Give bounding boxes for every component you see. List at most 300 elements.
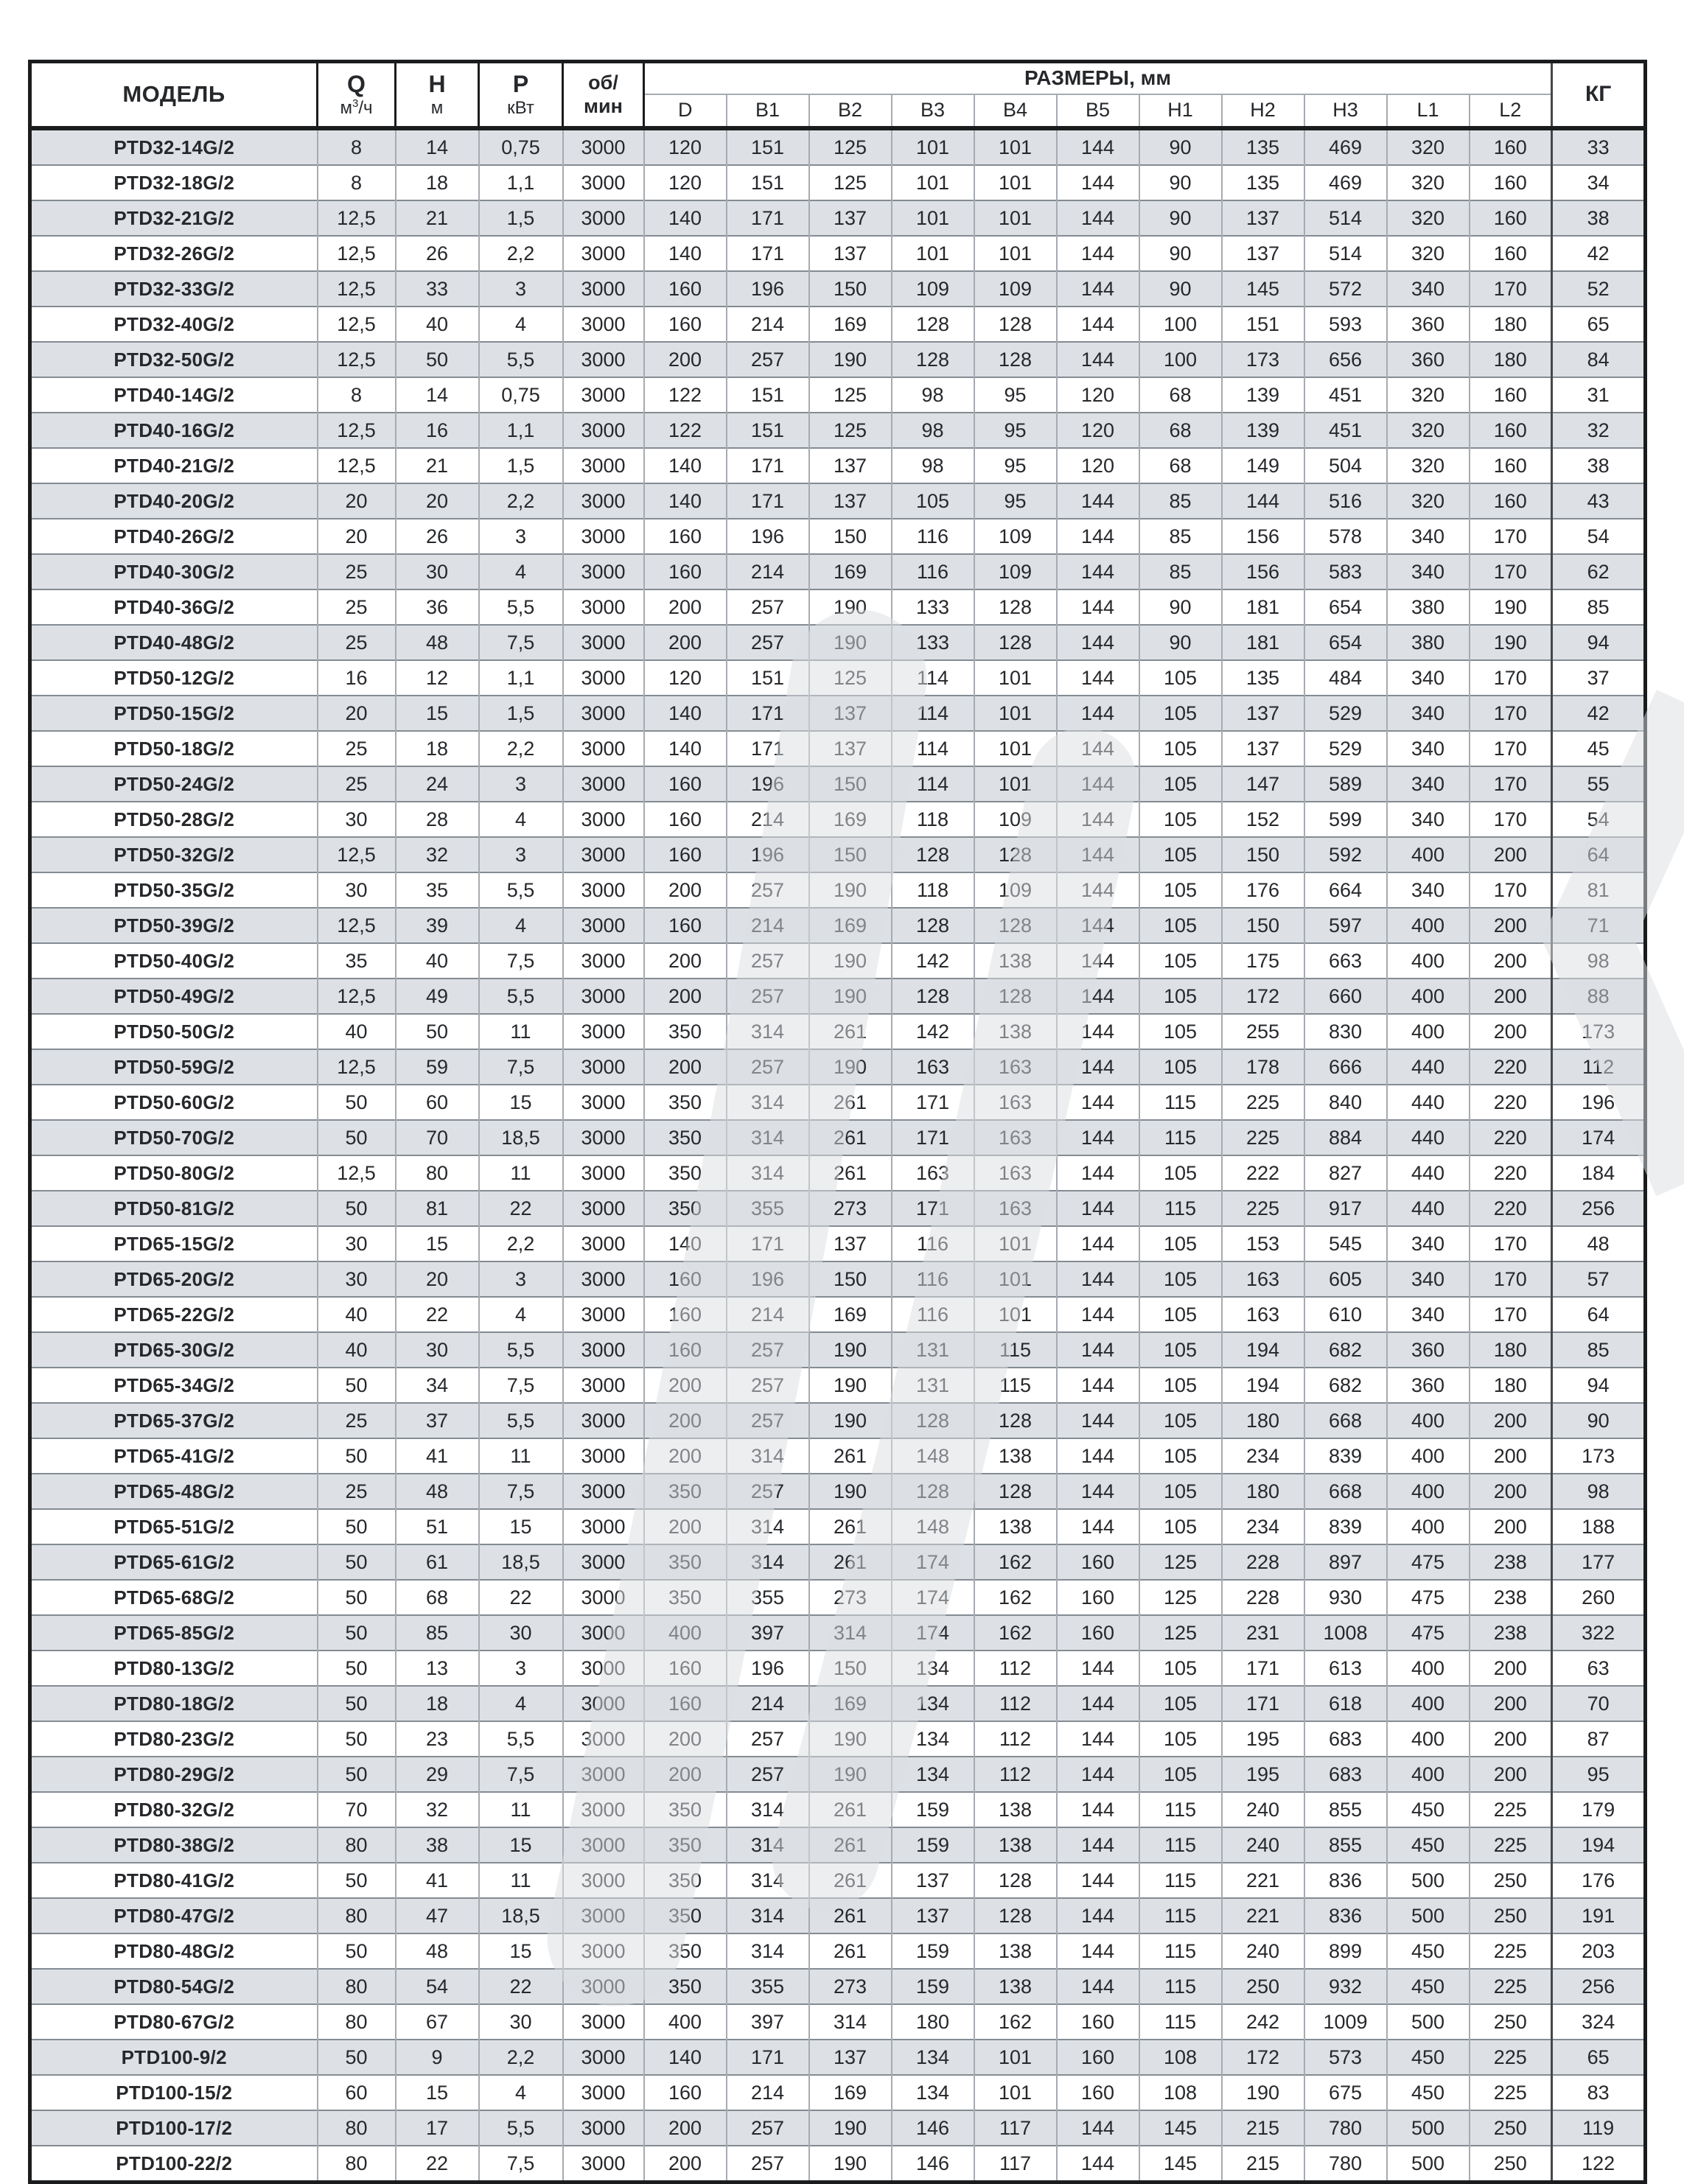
model-cell: PTD40-48G/2 xyxy=(30,625,318,660)
value-cell: 190 xyxy=(809,342,892,377)
value-cell: 15 xyxy=(479,1085,563,1120)
value-cell: 3000 xyxy=(563,802,644,837)
column-group-sizes: РАЗМЕРЫ, мм xyxy=(644,62,1552,94)
value-cell: 613 xyxy=(1304,1651,1387,1686)
value-cell: 255 xyxy=(1222,1014,1304,1049)
value-cell: 257 xyxy=(727,342,809,377)
value-cell: 144 xyxy=(1057,872,1139,908)
value-cell: 125 xyxy=(1139,1544,1222,1580)
value-cell: 350 xyxy=(644,1085,727,1120)
value-cell: 101 xyxy=(974,236,1057,271)
value-cell: 50 xyxy=(318,1580,396,1615)
value-cell: 250 xyxy=(1470,1898,1552,1933)
value-cell: 3000 xyxy=(563,1368,644,1403)
value-cell: 3000 xyxy=(563,1297,644,1332)
value-cell: 32 xyxy=(396,1792,479,1827)
value-cell: 122 xyxy=(644,377,727,413)
table-row xyxy=(30,625,1646,660)
value-cell: 144 xyxy=(1057,979,1139,1014)
value-cell: 85 xyxy=(1139,554,1222,589)
table-row xyxy=(30,1580,1646,1615)
value-cell: 180 xyxy=(1222,1403,1304,1438)
value-cell: 144 xyxy=(1057,1332,1139,1368)
value-cell: 350 xyxy=(644,1580,727,1615)
value-cell: 3000 xyxy=(563,519,644,554)
value-cell: 144 xyxy=(1057,342,1139,377)
value-cell: 90 xyxy=(1139,165,1222,200)
value-cell: 4 xyxy=(479,908,563,943)
value-cell: 320 xyxy=(1387,200,1470,236)
table-row xyxy=(30,1261,1646,1297)
model-cell: PTD80-54G/2 xyxy=(30,1969,318,2004)
model-cell: PTD65-34G/2 xyxy=(30,1368,318,1403)
value-cell: 500 xyxy=(1387,2146,1470,2183)
value-cell: 50 xyxy=(318,1191,396,1226)
value-cell: 159 xyxy=(892,1933,974,1969)
value-cell: 30 xyxy=(318,872,396,908)
value-cell: 50 xyxy=(318,1721,396,1757)
value-cell: 118 xyxy=(892,802,974,837)
value-cell: 140 xyxy=(644,483,727,519)
value-cell: 314 xyxy=(727,1863,809,1898)
value-cell: 12,5 xyxy=(318,342,396,377)
value-cell: 137 xyxy=(1222,200,1304,236)
value-cell: 3000 xyxy=(563,1686,644,1721)
value-cell: 162 xyxy=(974,1544,1057,1580)
table-row xyxy=(30,1085,1646,1120)
value-cell: 400 xyxy=(1387,1686,1470,1721)
value-cell: 171 xyxy=(727,1226,809,1261)
value-cell: 160 xyxy=(1057,2004,1139,2040)
value-cell: 360 xyxy=(1387,342,1470,377)
value-cell: 592 xyxy=(1304,837,1387,872)
value-cell: 257 xyxy=(727,1332,809,1368)
value-cell: 360 xyxy=(1387,1368,1470,1403)
h-unit: м xyxy=(430,97,444,118)
weight-cell: 38 xyxy=(1552,200,1646,236)
value-cell: 160 xyxy=(644,271,727,307)
value-cell: 144 xyxy=(1057,1898,1139,1933)
value-cell: 105 xyxy=(1139,696,1222,731)
value-cell: 151 xyxy=(727,413,809,448)
table-row xyxy=(30,1721,1646,1757)
value-cell: 80 xyxy=(396,1155,479,1191)
value-cell: 884 xyxy=(1304,1120,1387,1155)
value-cell: 400 xyxy=(1387,1721,1470,1757)
value-cell: 200 xyxy=(644,342,727,377)
value-cell: 115 xyxy=(974,1332,1057,1368)
value-cell: 261 xyxy=(809,1898,892,1933)
value-cell: 200 xyxy=(1470,1757,1552,1792)
value-cell: 105 xyxy=(1139,1474,1222,1509)
size-col-b1: B1 xyxy=(727,94,809,128)
value-cell: 105 xyxy=(892,483,974,519)
value-cell: 3 xyxy=(479,1261,563,1297)
weight-cell: 256 xyxy=(1552,1969,1646,2004)
weight-cell: 85 xyxy=(1552,589,1646,625)
weight-cell: 94 xyxy=(1552,625,1646,660)
value-cell: 169 xyxy=(809,2075,892,2110)
value-cell: 170 xyxy=(1470,1297,1552,1332)
value-cell: 360 xyxy=(1387,1332,1470,1368)
value-cell: 238 xyxy=(1470,1580,1552,1615)
value-cell: 114 xyxy=(892,766,974,802)
value-cell: 484 xyxy=(1304,660,1387,696)
value-cell: 314 xyxy=(727,1120,809,1155)
value-cell: 144 xyxy=(1057,2146,1139,2183)
table-row xyxy=(30,342,1646,377)
value-cell: 150 xyxy=(809,766,892,802)
value-cell: 160 xyxy=(1057,1615,1139,1651)
value-cell: 225 xyxy=(1222,1191,1304,1226)
weight-cell: 33 xyxy=(1552,128,1646,165)
value-cell: 144 xyxy=(1057,625,1139,660)
weight-cell: 62 xyxy=(1552,554,1646,589)
value-cell: 3000 xyxy=(563,1757,644,1792)
model-cell: PTD100-9/2 xyxy=(30,2040,318,2075)
value-cell: 105 xyxy=(1139,731,1222,766)
value-cell: 200 xyxy=(644,943,727,979)
value-cell: 340 xyxy=(1387,1297,1470,1332)
value-cell: 22 xyxy=(479,1191,563,1226)
value-cell: 200 xyxy=(1470,943,1552,979)
value-cell: 654 xyxy=(1304,625,1387,660)
value-cell: 115 xyxy=(1139,1863,1222,1898)
value-cell: 128 xyxy=(892,307,974,342)
weight-cell: 54 xyxy=(1552,802,1646,837)
weight-cell: 42 xyxy=(1552,236,1646,271)
value-cell: 15 xyxy=(396,696,479,731)
value-cell: 101 xyxy=(974,2040,1057,2075)
value-cell: 160 xyxy=(1470,236,1552,271)
weight-cell: 179 xyxy=(1552,1792,1646,1827)
value-cell: 225 xyxy=(1470,2075,1552,2110)
value-cell: 340 xyxy=(1387,802,1470,837)
value-cell: 3000 xyxy=(563,731,644,766)
model-cell: PTD65-22G/2 xyxy=(30,1297,318,1332)
value-cell: 116 xyxy=(892,1226,974,1261)
value-cell: 314 xyxy=(727,1509,809,1544)
model-cell: PTD65-37G/2 xyxy=(30,1403,318,1438)
value-cell: 163 xyxy=(1222,1261,1304,1297)
value-cell: 225 xyxy=(1222,1085,1304,1120)
table-row xyxy=(30,128,1646,165)
value-cell: 214 xyxy=(727,908,809,943)
value-cell: 140 xyxy=(644,236,727,271)
value-cell: 261 xyxy=(809,1155,892,1191)
value-cell: 836 xyxy=(1304,1863,1387,1898)
value-cell: 15 xyxy=(479,1827,563,1863)
table-row xyxy=(30,1615,1646,1651)
value-cell: 51 xyxy=(396,1509,479,1544)
value-cell: 16 xyxy=(318,660,396,696)
value-cell: 200 xyxy=(644,1757,727,1792)
value-cell: 400 xyxy=(644,1615,727,1651)
value-cell: 22 xyxy=(396,1297,479,1332)
model-cell: PTD80-47G/2 xyxy=(30,1898,318,1933)
value-cell: 18 xyxy=(396,165,479,200)
value-cell: 450 xyxy=(1387,1827,1470,1863)
value-cell: 160 xyxy=(644,908,727,943)
value-cell: 50 xyxy=(318,1863,396,1898)
value-cell: 314 xyxy=(727,1792,809,1827)
value-cell: 80 xyxy=(318,2146,396,2183)
value-cell: 170 xyxy=(1470,519,1552,554)
value-cell: 90 xyxy=(1139,271,1222,307)
value-cell: 140 xyxy=(644,696,727,731)
weight-cell: 184 xyxy=(1552,1155,1646,1191)
table-row xyxy=(30,2075,1646,2110)
value-cell: 175 xyxy=(1222,943,1304,979)
value-cell: 101 xyxy=(974,165,1057,200)
value-cell: 105 xyxy=(1139,1368,1222,1403)
value-cell: 170 xyxy=(1470,731,1552,766)
value-cell: 320 xyxy=(1387,165,1470,200)
weight-cell: 42 xyxy=(1552,696,1646,731)
value-cell: 3000 xyxy=(563,2146,644,2183)
table-row xyxy=(30,943,1646,979)
value-cell: 101 xyxy=(974,1297,1057,1332)
value-cell: 930 xyxy=(1304,1580,1387,1615)
model-cell: PTD80-23G/2 xyxy=(30,1721,318,1757)
value-cell: 160 xyxy=(1470,165,1552,200)
value-cell: 138 xyxy=(974,943,1057,979)
weight-cell: 98 xyxy=(1552,1474,1646,1509)
value-cell: 190 xyxy=(809,2146,892,2183)
value-cell: 30 xyxy=(318,1226,396,1261)
table-row xyxy=(30,200,1646,236)
value-cell: 50 xyxy=(318,1651,396,1686)
value-cell: 128 xyxy=(974,908,1057,943)
value-cell: 3 xyxy=(479,271,563,307)
value-cell: 451 xyxy=(1304,377,1387,413)
table-row xyxy=(30,2110,1646,2146)
value-cell: 13 xyxy=(396,1651,479,1686)
value-cell: 340 xyxy=(1387,766,1470,802)
weight-cell: 31 xyxy=(1552,377,1646,413)
value-cell: 140 xyxy=(644,448,727,483)
value-cell: 340 xyxy=(1387,696,1470,731)
value-cell: 105 xyxy=(1139,1757,1222,1792)
value-cell: 38 xyxy=(396,1827,479,1863)
value-cell: 98 xyxy=(892,413,974,448)
value-cell: 125 xyxy=(1139,1615,1222,1651)
value-cell: 180 xyxy=(1470,307,1552,342)
value-cell: 450 xyxy=(1387,2075,1470,2110)
model-cell: PTD80-18G/2 xyxy=(30,1686,318,1721)
value-cell: 20 xyxy=(396,1261,479,1297)
value-cell: 3000 xyxy=(563,1898,644,1933)
value-cell: 3000 xyxy=(563,1969,644,2004)
value-cell: 3000 xyxy=(563,589,644,625)
value-cell: 115 xyxy=(1139,1827,1222,1863)
model-cell: PTD50-28G/2 xyxy=(30,802,318,837)
value-cell: 26 xyxy=(396,236,479,271)
value-cell: 12,5 xyxy=(318,837,396,872)
value-cell: 314 xyxy=(727,1155,809,1191)
h-label: Н xyxy=(428,71,446,98)
value-cell: 5,5 xyxy=(479,872,563,908)
value-cell: 144 xyxy=(1057,837,1139,872)
size-col-d: D xyxy=(644,94,727,128)
value-cell: 355 xyxy=(727,1191,809,1226)
value-cell: 400 xyxy=(1387,1438,1470,1474)
value-cell: 105 xyxy=(1139,1721,1222,1757)
value-cell: 144 xyxy=(1222,483,1304,519)
value-cell: 160 xyxy=(1470,200,1552,236)
value-cell: 257 xyxy=(727,979,809,1014)
value-cell: 139 xyxy=(1222,413,1304,448)
value-cell: 144 xyxy=(1057,1368,1139,1403)
value-cell: 200 xyxy=(1470,1509,1552,1544)
weight-cell: 38 xyxy=(1552,448,1646,483)
value-cell: 18,5 xyxy=(479,1898,563,1933)
value-cell: 140 xyxy=(644,1226,727,1261)
value-cell: 144 xyxy=(1057,307,1139,342)
value-cell: 181 xyxy=(1222,589,1304,625)
value-cell: 101 xyxy=(974,660,1057,696)
value-cell: 144 xyxy=(1057,1191,1139,1226)
value-cell: 162 xyxy=(974,2004,1057,2040)
value-cell: 50 xyxy=(318,1438,396,1474)
value-cell: 112 xyxy=(974,1651,1057,1686)
model-cell: PTD50-50G/2 xyxy=(30,1014,318,1049)
value-cell: 137 xyxy=(809,696,892,731)
value-cell: 190 xyxy=(1222,2075,1304,2110)
value-cell: 140 xyxy=(644,731,727,766)
value-cell: 160 xyxy=(1470,128,1552,165)
value-cell: 172 xyxy=(1222,979,1304,1014)
value-cell: 150 xyxy=(809,519,892,554)
table-row xyxy=(30,1403,1646,1438)
value-cell: 22 xyxy=(396,2146,479,2183)
value-cell: 11 xyxy=(479,1155,563,1191)
value-cell: 450 xyxy=(1387,1969,1470,2004)
value-cell: 140 xyxy=(644,200,727,236)
value-cell: 190 xyxy=(809,1757,892,1792)
value-cell: 5,5 xyxy=(479,1332,563,1368)
value-cell: 68 xyxy=(396,1580,479,1615)
value-cell: 134 xyxy=(892,2075,974,2110)
value-cell: 190 xyxy=(1470,589,1552,625)
value-cell: 101 xyxy=(974,200,1057,236)
value-cell: 7,5 xyxy=(479,1368,563,1403)
value-cell: 18,5 xyxy=(479,1120,563,1155)
value-cell: 81 xyxy=(396,1191,479,1226)
value-cell: 500 xyxy=(1387,1863,1470,1898)
value-cell: 120 xyxy=(1057,413,1139,448)
value-cell: 190 xyxy=(809,872,892,908)
value-cell: 68 xyxy=(1139,448,1222,483)
model-cell: PTD80-38G/2 xyxy=(30,1827,318,1863)
value-cell: 682 xyxy=(1304,1368,1387,1403)
table-row xyxy=(30,1933,1646,1969)
table-row xyxy=(30,766,1646,802)
value-cell: 350 xyxy=(644,1827,727,1863)
value-cell: 137 xyxy=(1222,696,1304,731)
value-cell: 257 xyxy=(727,943,809,979)
model-cell: PTD80-48G/2 xyxy=(30,1933,318,1969)
value-cell: 8 xyxy=(318,377,396,413)
value-cell: 200 xyxy=(644,1509,727,1544)
value-cell: 3000 xyxy=(563,1721,644,1757)
value-cell: 605 xyxy=(1304,1261,1387,1297)
value-cell: 261 xyxy=(809,1085,892,1120)
value-cell: 7,5 xyxy=(479,1049,563,1085)
value-cell: 917 xyxy=(1304,1191,1387,1226)
value-cell: 109 xyxy=(892,271,974,307)
value-cell: 516 xyxy=(1304,483,1387,519)
value-cell: 85 xyxy=(396,1615,479,1651)
table-row xyxy=(30,1191,1646,1226)
value-cell: 194 xyxy=(1222,1332,1304,1368)
value-cell: 214 xyxy=(727,802,809,837)
value-cell: 5,5 xyxy=(479,1721,563,1757)
q-label: Q xyxy=(347,70,366,97)
value-cell: 4 xyxy=(479,307,563,342)
value-cell: 90 xyxy=(1139,625,1222,660)
value-cell: 190 xyxy=(809,625,892,660)
value-cell: 200 xyxy=(644,1368,727,1403)
rpm-line2: мин xyxy=(584,95,623,118)
value-cell: 1009 xyxy=(1304,2004,1387,2040)
value-cell: 15 xyxy=(396,2075,479,2110)
value-cell: 222 xyxy=(1222,1155,1304,1191)
value-cell: 545 xyxy=(1304,1226,1387,1261)
value-cell: 0,75 xyxy=(479,128,563,165)
value-cell: 163 xyxy=(974,1191,1057,1226)
value-cell: 128 xyxy=(892,837,974,872)
value-cell: 221 xyxy=(1222,1898,1304,1933)
value-cell: 144 xyxy=(1057,1155,1139,1191)
value-cell: 105 xyxy=(1139,872,1222,908)
value-cell: 37 xyxy=(396,1403,479,1438)
value-cell: 160 xyxy=(644,837,727,872)
value-cell: 115 xyxy=(1139,1191,1222,1226)
value-cell: 4 xyxy=(479,1297,563,1332)
value-cell: 400 xyxy=(1387,1757,1470,1792)
value-cell: 257 xyxy=(727,2146,809,2183)
value-cell: 70 xyxy=(318,1792,396,1827)
value-cell: 3000 xyxy=(563,1191,644,1226)
weight-cell: 70 xyxy=(1552,1686,1646,1721)
value-cell: 3 xyxy=(479,1651,563,1686)
value-cell: 664 xyxy=(1304,872,1387,908)
value-cell: 12,5 xyxy=(318,200,396,236)
value-cell: 200 xyxy=(644,1049,727,1085)
value-cell: 90 xyxy=(1139,589,1222,625)
value-cell: 257 xyxy=(727,625,809,660)
value-cell: 2,2 xyxy=(479,1226,563,1261)
value-cell: 683 xyxy=(1304,1757,1387,1792)
value-cell: 190 xyxy=(809,589,892,625)
table-row xyxy=(30,589,1646,625)
value-cell: 200 xyxy=(1470,1721,1552,1757)
value-cell: 350 xyxy=(644,1544,727,1580)
value-cell: 3000 xyxy=(563,1120,644,1155)
value-cell: 144 xyxy=(1057,1509,1139,1544)
value-cell: 170 xyxy=(1470,872,1552,908)
value-cell: 169 xyxy=(809,1686,892,1721)
value-cell: 475 xyxy=(1387,1580,1470,1615)
value-cell: 440 xyxy=(1387,1085,1470,1120)
value-cell: 125 xyxy=(809,660,892,696)
value-cell: 855 xyxy=(1304,1792,1387,1827)
value-cell: 440 xyxy=(1387,1049,1470,1085)
value-cell: 90 xyxy=(1139,236,1222,271)
table-row xyxy=(30,1155,1646,1191)
value-cell: 28 xyxy=(396,802,479,837)
